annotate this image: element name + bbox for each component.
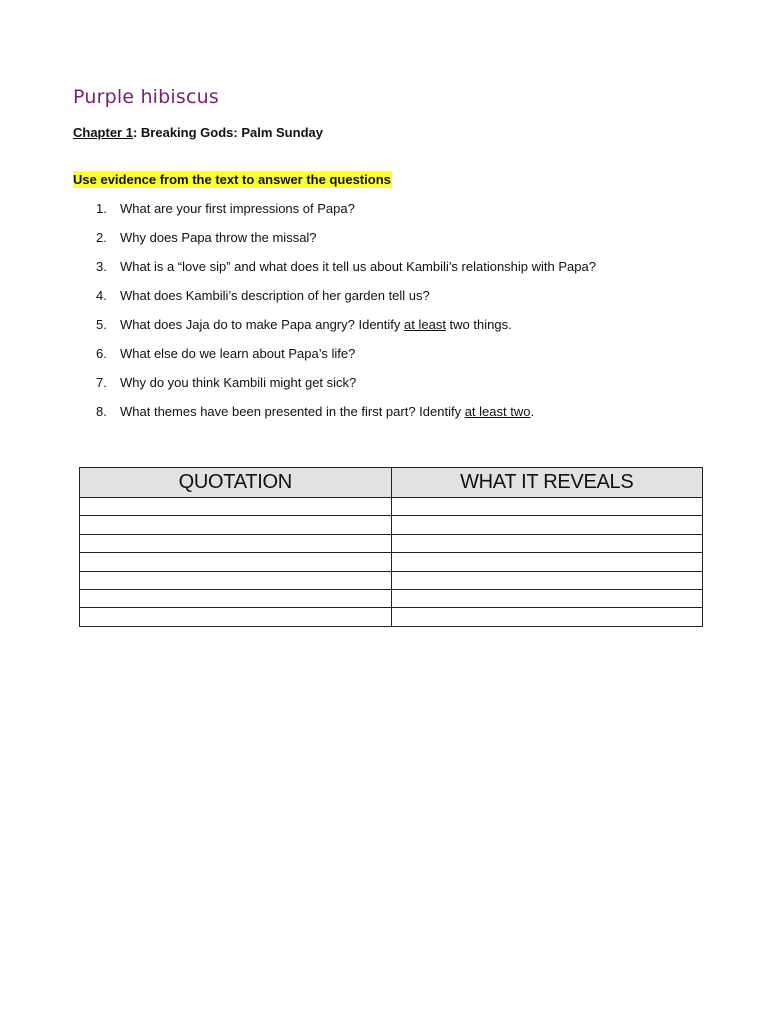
table-row xyxy=(80,589,703,607)
chapter-heading xyxy=(73,125,323,140)
question-text: Why does Papa throw the missal? xyxy=(120,230,317,245)
question-item xyxy=(96,287,596,316)
table-row xyxy=(80,534,703,552)
question-text: What does Kambili’s description of her garden tell us? xyxy=(120,288,430,303)
quotation-cell[interactable] xyxy=(80,571,392,589)
quotation-cell[interactable] xyxy=(80,516,392,534)
question-item xyxy=(96,374,596,403)
question-number: 3. xyxy=(96,259,107,274)
question-number: 7. xyxy=(96,375,107,390)
quotation-cell[interactable] xyxy=(80,553,392,571)
question-text: What is a “love sip” and what does it tell us about Kambili’s relationship with Papa? xyxy=(120,259,596,274)
question-list xyxy=(96,200,596,432)
table-row xyxy=(80,498,703,516)
question-item xyxy=(96,345,596,374)
table-row xyxy=(80,608,703,626)
quotation-cell[interactable] xyxy=(80,608,392,626)
chapter-subtitle: Breaking Gods: Palm Sunday xyxy=(140,125,323,140)
quotation-cell[interactable] xyxy=(80,534,392,552)
reveals-cell[interactable] xyxy=(391,516,703,534)
table-row xyxy=(80,553,703,571)
question-text: Why do you think Kambili might get sick? xyxy=(120,375,357,390)
question-number: 5. xyxy=(96,317,107,332)
question-text xyxy=(120,316,512,345)
question-number: 1. xyxy=(96,201,107,216)
instruction-highlight: Use evidence from the text to answer the questions xyxy=(73,172,391,187)
evidence-table-body xyxy=(80,498,703,627)
question-item xyxy=(96,258,596,287)
reveals-cell[interactable] xyxy=(391,571,703,589)
quotation-cell[interactable] xyxy=(80,498,392,516)
quotation-cell[interactable] xyxy=(80,589,392,607)
reveals-cell[interactable] xyxy=(391,608,703,626)
reveals-cell[interactable] xyxy=(391,589,703,607)
reveals-cell[interactable] xyxy=(391,553,703,571)
question-number: 6. xyxy=(96,346,107,361)
chapter-separator: : xyxy=(132,125,141,140)
question-number: 8. xyxy=(96,404,107,419)
page-title: Purple hibiscus xyxy=(73,86,219,108)
quotation-header: QUOTATION xyxy=(80,468,392,498)
question-text-after: two things. xyxy=(445,317,512,332)
question-text: What are your first impressions of Papa? xyxy=(120,201,355,216)
question-text-before: What themes have been presented in the first part? Identify xyxy=(120,404,465,419)
reveals-cell[interactable] xyxy=(391,534,703,552)
evidence-table xyxy=(79,467,703,627)
what-it-reveals-header: WHAT IT REVEALS xyxy=(391,468,703,498)
question-underlined: at least xyxy=(404,317,446,332)
question-text-before: What does Jaja do to make Papa angry? Identify xyxy=(120,317,405,332)
question-text: What else do we learn about Papa’s life? xyxy=(120,346,356,361)
question-underlined: at least two xyxy=(464,404,531,419)
table-header-row xyxy=(80,468,703,498)
table-row xyxy=(80,516,703,534)
question-item xyxy=(96,316,596,345)
question-number: 4. xyxy=(96,288,107,303)
table-row xyxy=(80,571,703,589)
chapter-label: Chapter 1 xyxy=(73,125,133,140)
question-item xyxy=(96,229,596,258)
question-text xyxy=(120,403,534,432)
question-item xyxy=(96,200,596,229)
question-number: 2. xyxy=(96,230,107,245)
reveals-cell[interactable] xyxy=(391,498,703,516)
question-text-after: . xyxy=(530,404,535,419)
question-item xyxy=(96,403,596,432)
